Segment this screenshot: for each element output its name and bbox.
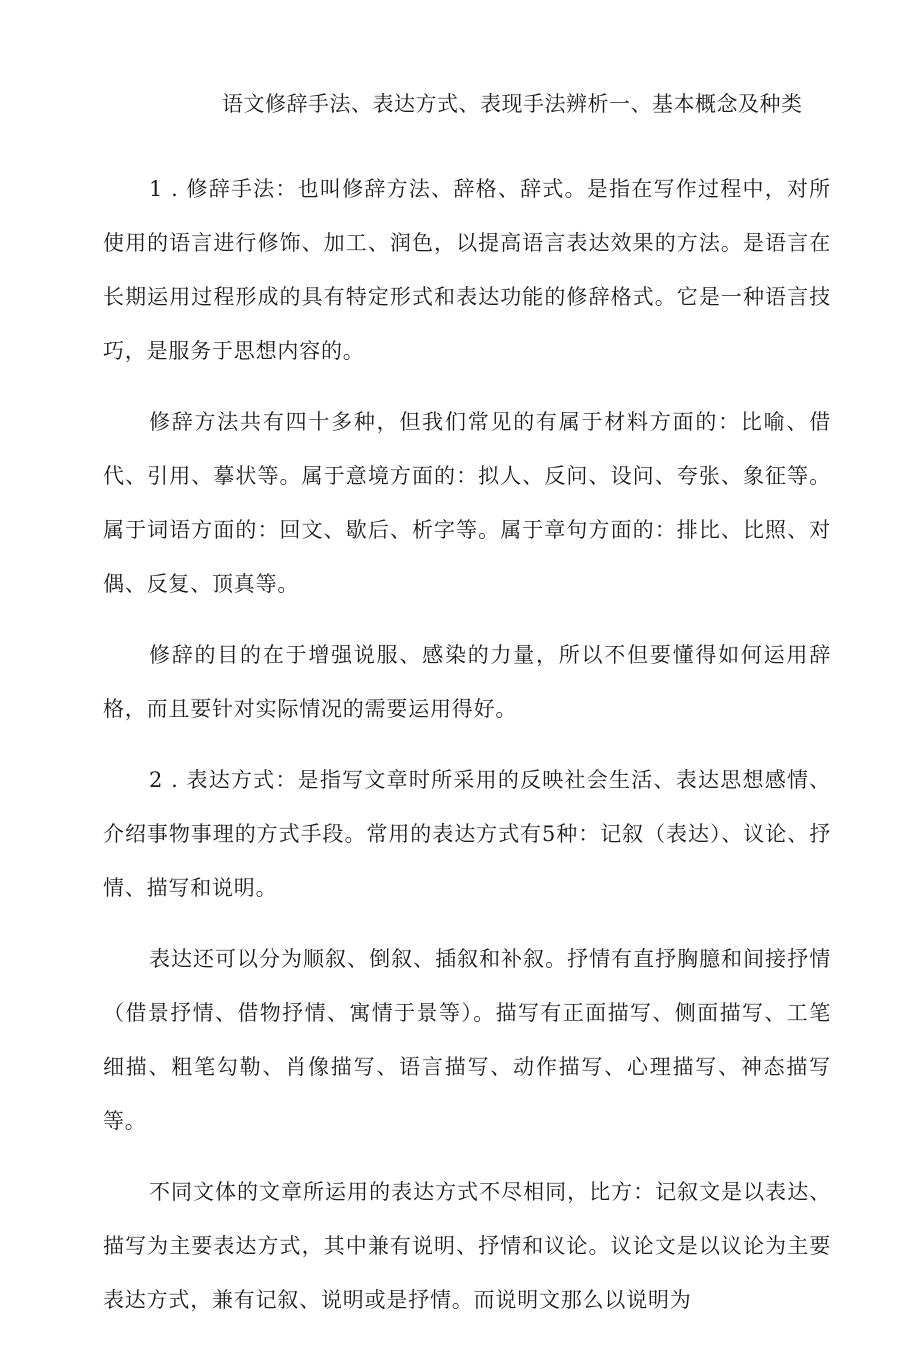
paragraph-expression-definition: 2 . 表达方式：是指写文章时所采用的反映社会生活、表达思想感情、介绍事物事理的方式手段。常用的表达方式有5种：记叙（表达）、议论、抒情、描写和说明。 bbox=[103, 768, 831, 900]
paragraph-rhetoric-definition: 1 . 修辞手法：也叫修辞方法、辞格、辞式。是指在写作过程中，对所使用的语言进行修饰、加工、润色，以提高语言表达效果的方法。是语言在长期运用过程形成的具有特定形式和表达功能的修辞格式。它是一种语言技巧，是服务于思想内容的。 bbox=[103, 177, 831, 363]
paragraph-rhetoric-purpose: 修辞的目的在于增强说服、感染的力量，所以不但要懂得如何运用辞格，而且要针对实际情况的需要运用得好。 bbox=[103, 643, 831, 721]
paragraph-expression-types: 表达还可以分为顺叙、倒叙、插叙和补叙。抒情有直抒胸臆和间接抒情（借景抒情、借物抒情、寓情于景等）。描写有正面描写、侧面描写、工笔细描、粗笔勾勒、肖像描写、语言描写、动作描写、心理描写、神态描写等。 bbox=[103, 947, 831, 1133]
paragraph-genre-expression: 不同文体的文章所运用的表达方式不尽相同，比方：记叙文是以表达、描写为主要表达方式，其中兼有说明、抒情和议论。议论文是以议论为主要表达方式，兼有记叙、说明或是抒情。而说明文那么以说明为 bbox=[103, 1180, 831, 1312]
document-body bbox=[103, 162, 831, 1344]
paragraph-rhetoric-types: 修辞方法共有四十多种，但我们常见的有属于材料方面的：比喻、借代、引用、摹状等。属于意境方面的：拟人、反问、设问、夸张、象征等。属于词语方面的：回文、歇后、析字等。属于章句方面的：排比、比照、对偶、反复、顶真等。 bbox=[103, 410, 831, 596]
document-title: 语文修辞手法、表达方式、表现手法辨析一、基本概念及种类 bbox=[222, 92, 803, 116]
